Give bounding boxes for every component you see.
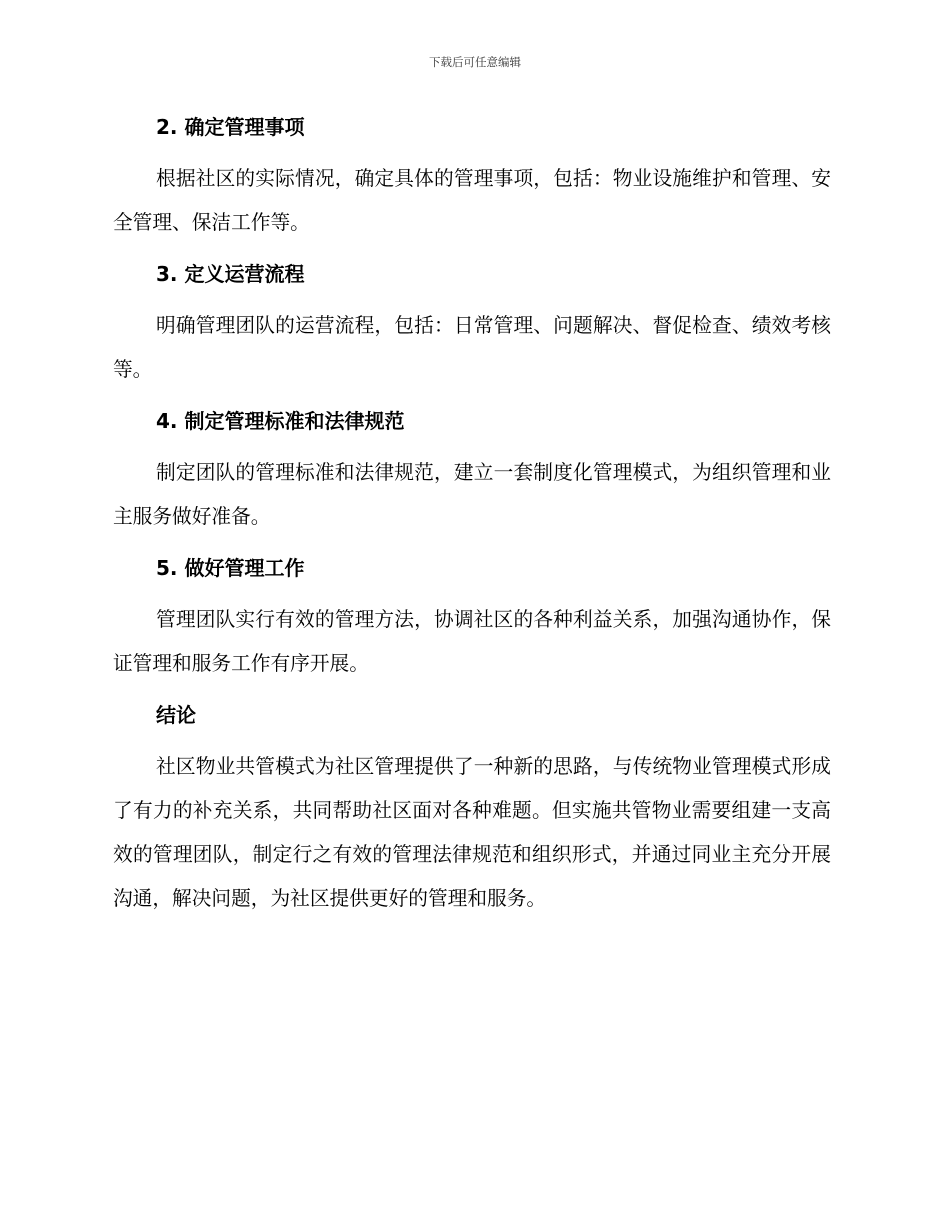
section-paragraph-5: 管理团队实行有效的管理方法，协调社区的各种利益关系，加强沟通协作，保证管理和服务工作有序开展。 (113, 608, 831, 675)
conclusion-heading: 结论 (156, 703, 196, 727)
section-heading-4: 4. 制定管理标准和法律规范 (156, 409, 405, 433)
section-paragraph-4: 制定团队的管理标准和法律规范，建立一套制度化管理模式，为组织管理和业主服务做好准备。 (113, 461, 831, 528)
document-body (113, 112, 831, 921)
section-paragraph-3: 明确管理团队的运营流程，包括：日常管理、问题解决、督促检查、绩效考核等。 (113, 314, 831, 381)
section-heading-2: 2. 确定管理事项 (156, 115, 305, 139)
section-paragraph-2: 根据社区的实际情况，确定具体的管理事项，包括：物业设施维护和管理、安全管理、保洁工作等。 (113, 167, 831, 234)
section-heading-3: 3. 定义运营流程 (156, 262, 305, 286)
page-header: 下载后可任意编辑 (429, 55, 521, 69)
section-heading-5: 5. 做好管理工作 (156, 556, 305, 580)
conclusion-paragraph: 社区物业共管模式为社区管理提供了一种新的思路，与传统物业管理模式形成了有力的补充关系，共同帮助社区面对各种难题。但实施共管物业需要组建一支高效的管理团队，制定行之有效的管理法律规范和组织形式，并通过同业主充分开展沟通，解决问题，为社区提供更好的管理和服务。 (113, 755, 831, 910)
